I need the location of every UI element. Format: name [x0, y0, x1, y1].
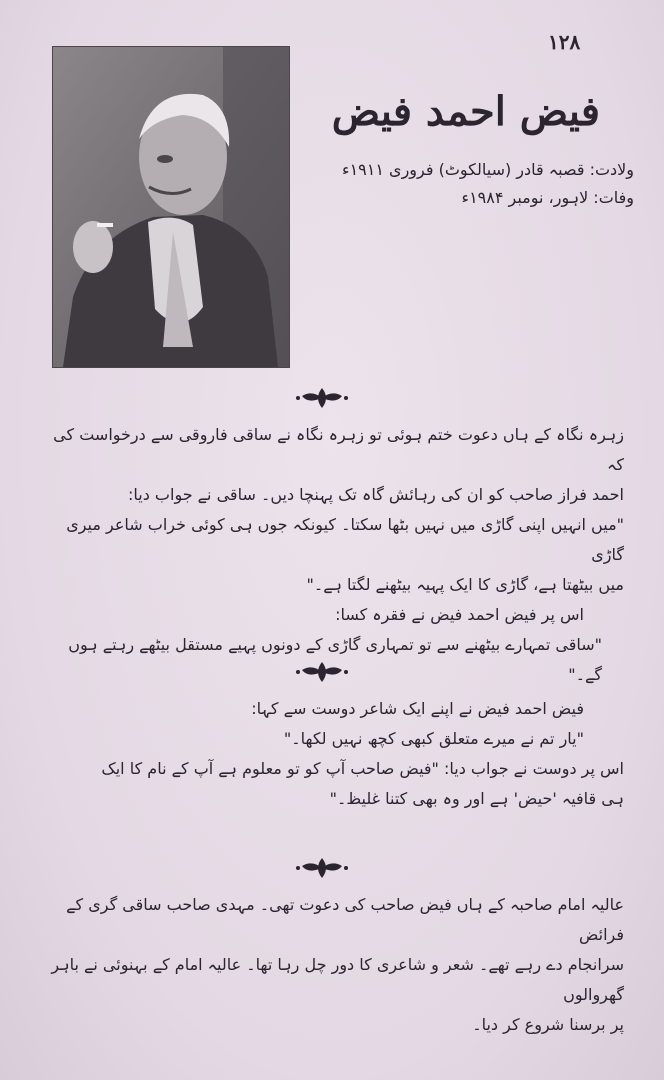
- portrait-illustration: [53, 47, 289, 367]
- poet-name: فیض احمد فیض: [331, 88, 600, 135]
- anecdote-line: پر برسنا شروع کر دیا۔: [472, 1015, 624, 1034]
- anecdote-line: اس پر دوست نے جواب دیا: "فیض صاحب آپ کو تو معلوم ہے آپ کے نام کا ایک: [101, 759, 624, 778]
- ornament-divider-2: [292, 658, 352, 686]
- portrait-photo: [52, 46, 290, 368]
- ornament-divider-3: [292, 854, 352, 882]
- death-line: وفات: لاہور، نومبر ۱۹۸۴ء: [461, 188, 634, 207]
- anecdote-line: سرانجام دے رہے تھے۔ شعر و شاعری کا دور چل رہا تھا۔ عالیہ امام کے بہنوئی نے باہر گھروالوں: [51, 955, 624, 1004]
- page-number: ۱۲۸: [548, 30, 581, 54]
- anecdote-line: اس پر فیض احمد فیض نے فقرہ کسا:: [335, 605, 584, 624]
- anecdote-line: میں بیٹھتا ہے، گاڑی کا ایک پہیہ بیٹھنے لگتا ہے۔": [306, 575, 624, 594]
- anecdote-line: فیض احمد فیض نے اپنے ایک شاعر دوست سے کہا:: [251, 699, 584, 718]
- poet-header: [304, 88, 634, 212]
- anecdote-line: "میں انہیں اپنی گاڑی میں نہیں بٹھا سکتا۔ کیونکہ جوں ہی کوئی خراب شاعر میری گاڑی: [66, 515, 624, 564]
- birth-line: ولادت: قصبہ قادر (سیالکوٹ) فروری ۱۹۱۱ء: [342, 160, 634, 179]
- anecdote-2: [40, 694, 624, 814]
- ornament-divider-1: [292, 384, 352, 412]
- anecdote-line: ہی قافیہ 'حیض' ہے اور وہ بھی کتنا غلیظ۔": [329, 789, 624, 808]
- anecdote-3: [40, 890, 624, 1040]
- anecdote-line: "ساقی تمہارے بیٹھنے سے تو تمہاری گاڑی کے دونوں پہیے مستقل بیٹھے رہتے ہوں گے۔": [68, 635, 602, 684]
- anecdote-line: عالیہ امام صاحبہ کے ہاں فیض صاحب کی دعوت تھی۔ مہدی صاحب ساقی گری کے فرائض: [66, 895, 624, 944]
- anecdote-line: احمد فراز صاحب کو ان کی رہائش گاہ تک پہنچا دیں۔ ساقی نے جواب دیا:: [128, 485, 624, 504]
- anecdote-line: زہرہ نگاہ کے ہاں دعوت ختم ہوئی تو زہرہ نگاہ نے ساقی فاروقی سے درخواست کی کہ: [53, 425, 624, 474]
- anecdote-1: [40, 420, 624, 690]
- anecdote-line: "یار تم نے میرے متعلق کبھی کچھ نہیں لکھا۔": [283, 729, 584, 748]
